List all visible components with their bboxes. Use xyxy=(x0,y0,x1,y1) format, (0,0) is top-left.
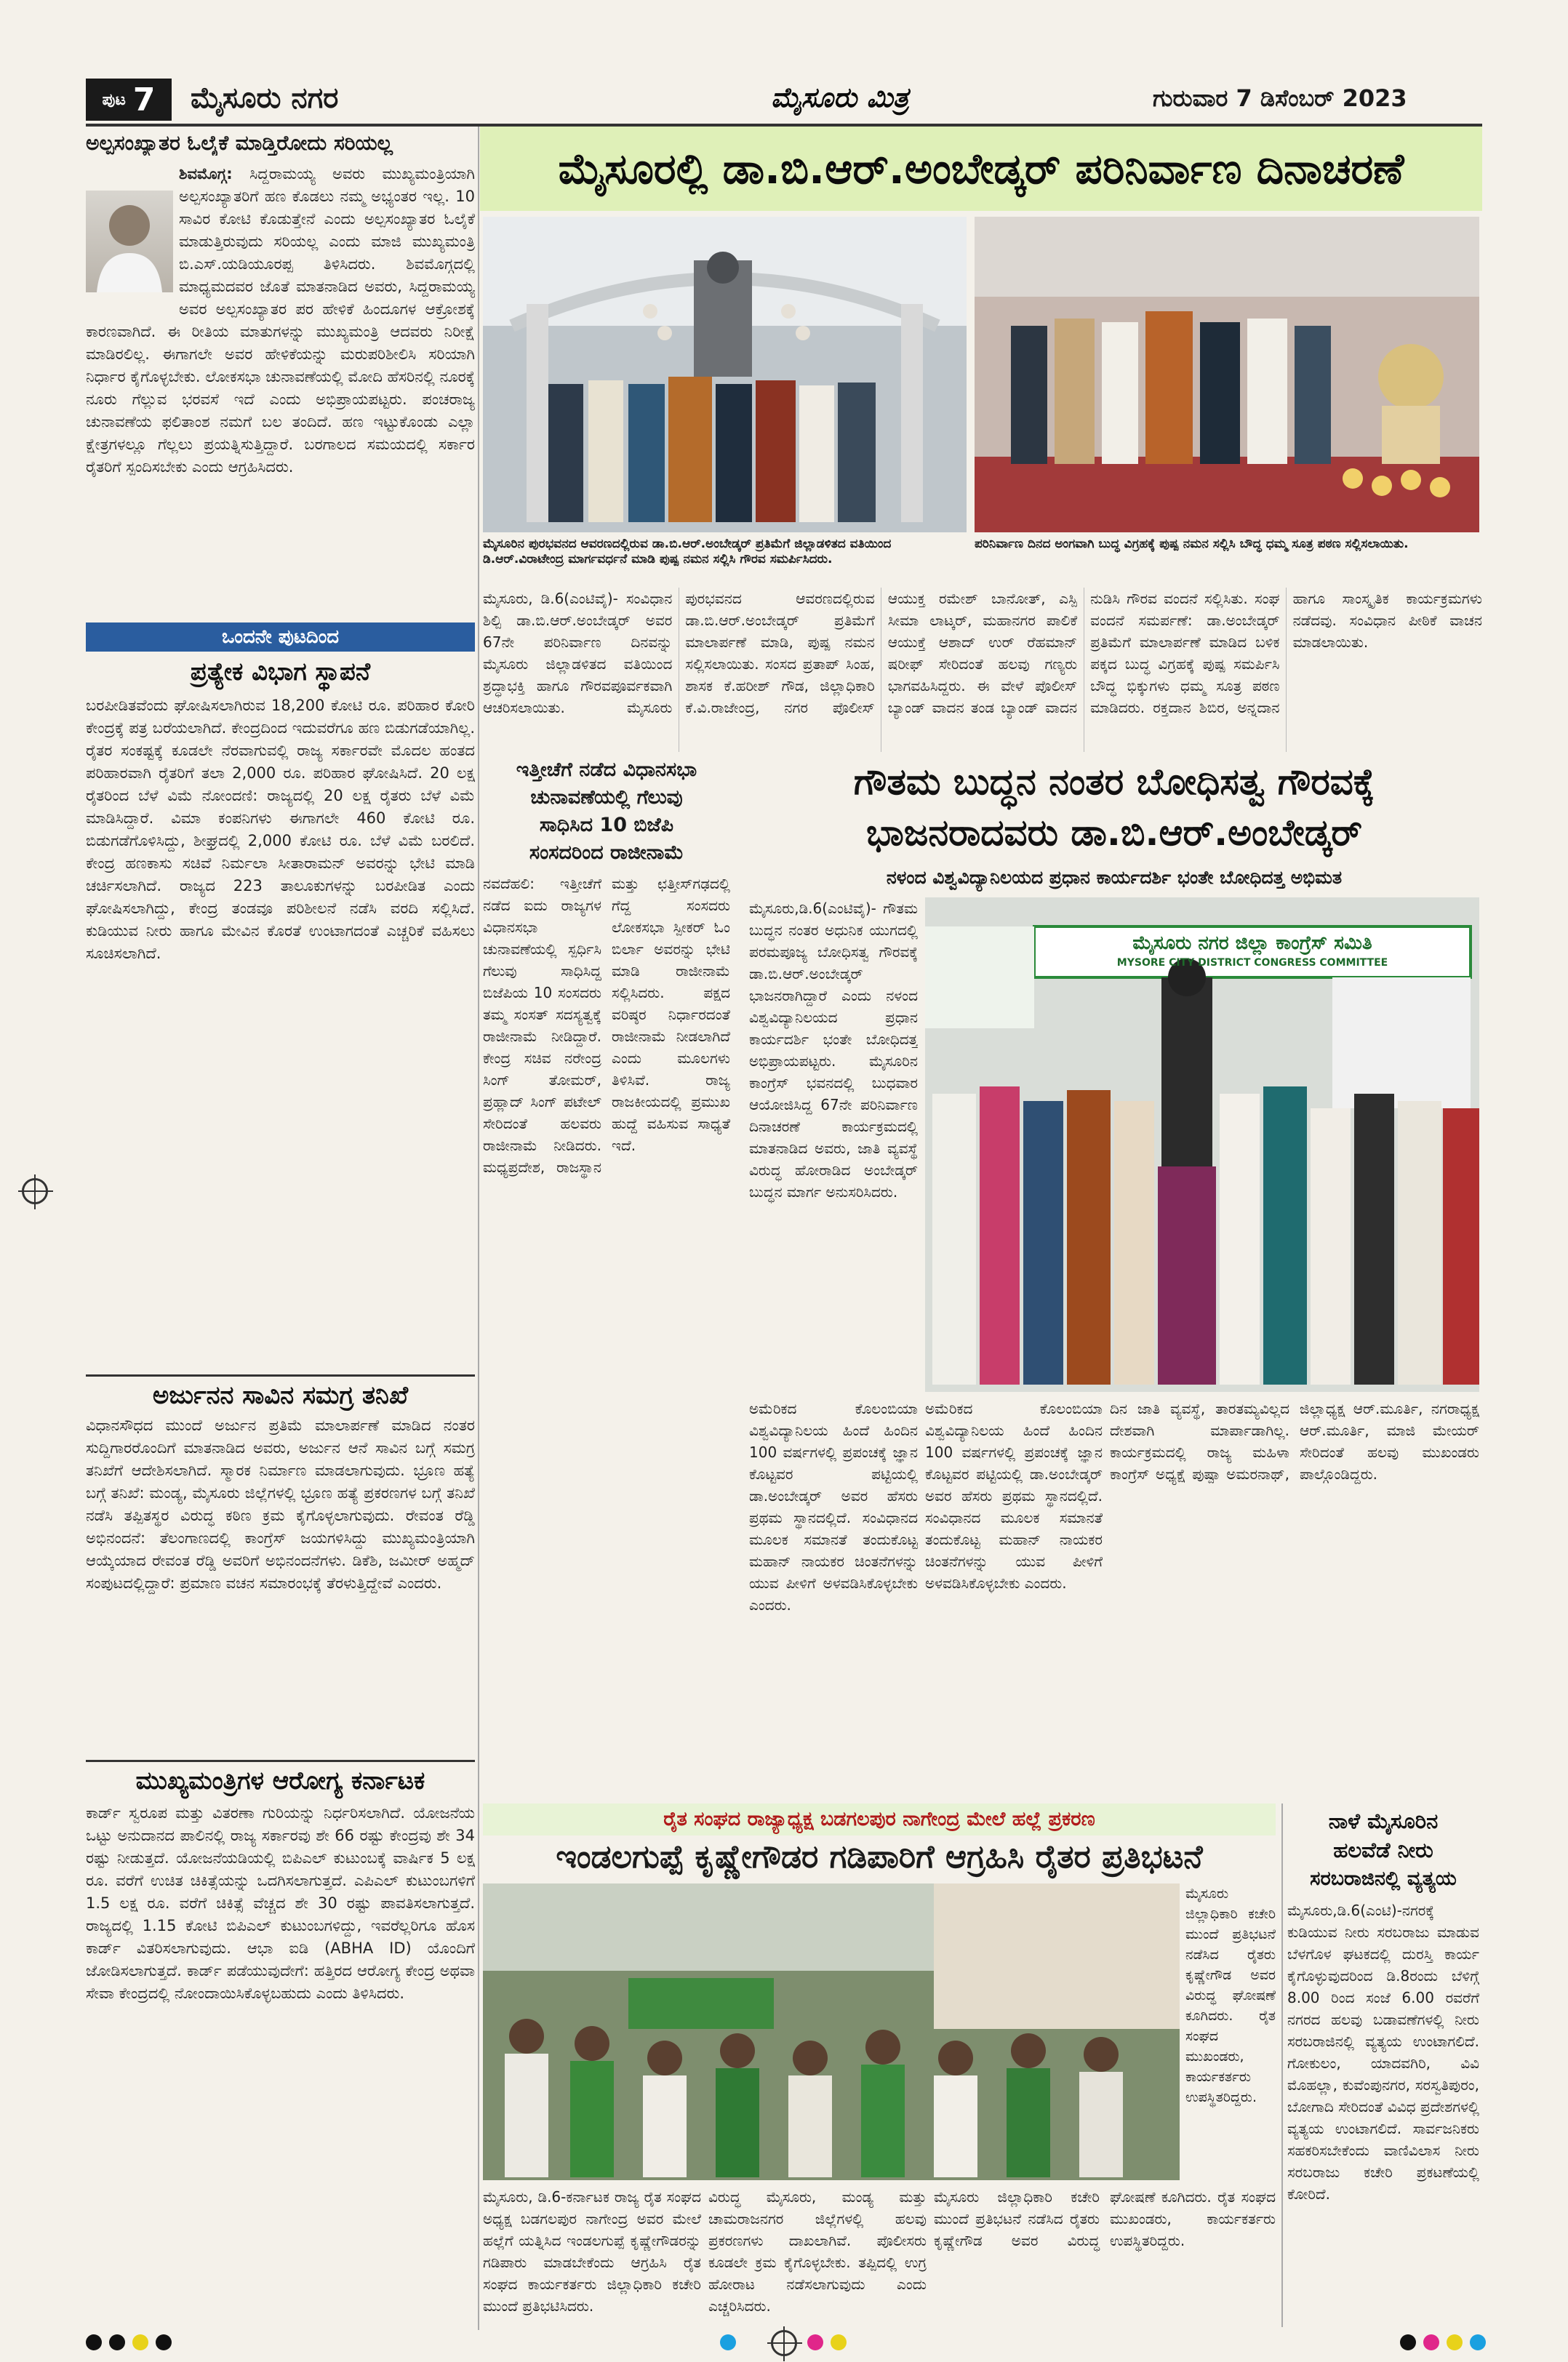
congress-banner-text: ಮೈಸೂರು ನಗರ ಜಿಲ್ಲಾ ಕಾಂಗ್ರೆಸ್ ಸಮಿತಿ xyxy=(1132,932,1372,954)
color-dot-c1 xyxy=(109,2334,125,2350)
farmers-body-c2: ಮೈಸೂರು ಜಿಲ್ಲಾಧಿಕಾರಿ ಕಚೇರಿ ಮುಂದೆ ಪ್ರತಿಭಟನೆ ನಡೆಸಿದ ರೈತರು ಕೃಷ್ಣೇಗೌಡ ಅವರ ವಿರುದ್ಧ ಘೋಷಣೆ ಕೂಗಿದರು. ರೈತ ಸಂಘದ ಮುಖಂಡರು, ಕಾರ್ಯಕರ್ತರು ಉಪಸ್ಥಿತರಿದ್ದರು. xyxy=(934,2188,1276,2249)
farmers-body-c: ಮೈಸೂರು ಜಿಲ್ಲಾಧಿಕಾರಿ ಕಚೇರಿ ಮುಂದೆ ಪ್ರತಿಭಟನೆ ನಡೆಸಿದ ರೈತರು ಕೃಷ್ಣೇಗೌಡ ಅವರ ವಿರುದ್ಧ ಘೋಷಣೆ ಕೂಗಿದರು. ರೈತ ಸಂಘದ ಮುಖಂಡರು, ಕಾರ್ಯಕರ್ತರು ಉಪಸ್ಥಿತರಿದ್ದರು. xyxy=(1185,1886,1276,2105)
mid-left-headline-4: ಸಂಸದರಿಂದ ರಾಜೀನಾಮೆ xyxy=(529,841,684,864)
lead-headline-band xyxy=(480,127,1482,211)
left-story2-headline: ಪ್ರತ್ಯೇಕ ವಿಭಾಗ ಸ್ಥಾಪನೆ xyxy=(190,657,371,686)
left-story4-body: ಕಾರ್ಡ್ ಸ್ವರೂಪ ಮತ್ತು ವಿತರಣಾ ಗುರಿಯನ್ನು ನಿರ್ಧರಿಸಲಾಗಿದೆ. ಯೋಜನೆಯ ಒಟ್ಟು ಅನುದಾನದ ಪಾಲಿನಲ್ಲಿ ರಾಜ್ಯ ಸರ್ಕಾರವು ಶೇ 66 ರಷ್ಟು ಕೇಂದ್ರವು ಶೇ 34 ರಷ್ಟು ನೀಡುತ್ತದೆ. ಯೋಜನೆಯಡಿಯಲ್ಲಿ ಬಿಪಿಎಲ್ ಕುಟುಂಬಕ್ಕೆ ವಾರ್ಷಿಕ 5 ಲಕ್ಷ ರೂ. ವರೆಗೆ ಉಚಿತ ಚಿಕಿತ್ಸೆಯನ್ನು ಒದಗಿಸಲಾಗುತ್ತದೆ. ಎಪಿಎಲ್ ಕುಟುಂಬಗಳಿಗೆ 1.5 ಲಕ್ಷ ರೂ. ವರೆಗೆ ಚಿಕಿತ್ಸೆ ವೆಚ್ಚದ ಶೇ 30 ರಷ್ಟು ಪಾವತಿಸಲಾಗುತ್ತದೆ. ರಾಜ್ಯದಲ್ಲಿ 1.15 ಕೋಟಿ ಬಿಪಿಎಲ್ ಕುಟುಂಬಗಳಿದ್ದು, ಇವರೆಲ್ಲರಿಗೂ ಹೊಸ ಕಾರ್ಡ್ ವಿತರಿಸಲಾಗುವುದು. ಆಭಾ ಐಡಿ (ABHA ID) ಯೊಂದಿಗೆ ಜೋಡಿಸಲಾಗುತ್ತದೆ. ಕಾರ್ಡ್ ಪಡೆಯುವುದೇಗೆ: ಹತ್ತಿರದ ಆರೋಗ್ಯ ಕೇಂದ್ರ ಅಥವಾ ಸೇವಾ ಕೇಂದ್ರದಲ್ಲಿ ನೋಂದಾಯಿಸಿಕೊಳ್ಳಬಹುದು ಎಂದು ತಿಳಿಸಿದರು. xyxy=(86,1804,475,2002)
farmers-body-b: ವಿರುದ್ಧ ಮೈಸೂರು, ಮಂಡ್ಯ ಮತ್ತು ಚಾಮರಾಜನಗರ ಜಿಲ್ಲೆಗಳಲ್ಲಿ ಹಲವು ಪ್ರಕರಣಗಳು ದಾಖಲಾಗಿವೆ. ಪೊಲೀಸರು ಕೂಡಲೇ ಕ್ರಮ ಕೈಗೊಳ್ಳಬೇಕು. ತಪ್ಪಿದಲ್ಲಿ ಉಗ್ರ ಹೋರಾಟ ನಡೆಸಲಾಗುವುದು ಎಂದು ಎಚ್ಚರಿಸಿದರು. xyxy=(708,2188,927,2315)
registration-mark-bottom xyxy=(771,2330,797,2356)
water-headline-1: ನಾಳೆ ಮೈಸೂರಿನ xyxy=(1328,1809,1439,1833)
color-dot-m2 xyxy=(807,2334,823,2350)
column-divider-right xyxy=(1281,1803,1283,2327)
masthead: ಮೈಸೂರು ಮಿತ್ರ xyxy=(771,81,909,113)
left-top-headline: ಅಲ್ಪಸಂಖ್ಯಾತರ ಓಲೈಕೆ ಮಾಡ್ತಿರೋದು ಸರಿಯಲ್ಲ xyxy=(86,131,393,155)
column-divider-left xyxy=(478,127,479,2330)
water-headline-2: ಹಲವೆಡೆ ನೀರು xyxy=(1333,1838,1433,1862)
left-story2-body: ಬರಪೀಡಿತವೆಂದು ಘೋಷಿಸಲಾಗಿರುವ 18,200 ಕೋಟಿ ರೂ. ಪರಿಹಾರ ಕೋರಿ ಕೇಂದ್ರಕ್ಕೆ ಪತ್ರ ಬರೆಯಲಾಗಿದೆ. ಕೇಂದ್ರದಿಂದ ಇದುವರೆಗೂ ಹಣ ಬಿಡುಗಡೆಯಾಗಿಲ್ಲ. ರೈತರ ಸಂಕಷ್ಟಕ್ಕೆ ಕೂಡಲೇ ನೆರವಾಗುವಲ್ಲಿ ರಾಜ್ಯ ಸರ್ಕಾರವೇ ಮೊದಲ ಹಂತದ ಪರಿಹಾರವಾಗಿ ರೈತರಿಗೆ ತಲಾ 2,000 ರೂ. ಪರಿಹಾರ ಘೋಷಿಸಿದೆ. 20 ಲಕ್ಷ ರೈತರಿಂದ ಬೆಳೆ ವಿಮೆ ನೋಂದಣಿ: ರಾಜ್ಯದಲ್ಲಿ 20 ಲಕ್ಷ ರೈತರು ಬೆಳೆ ವಿಮೆ ಮಾಡಿಸಿದ್ದಾರೆ. ವಿಮಾ ಕಂಪನಿಗಳು ಈಗಾಗಲೇ 460 ಕೋಟಿ ರೂ. ಬಿಡುಗಡೆಗೊಳಿಸಿದ್ದು, ಶೀಘ್ರದಲ್ಲಿ 2,000 ಕೋಟಿ ರೂ. ಬೆಳೆ ವಿಮೆ ಬರಲಿದೆ. ಕೇಂದ್ರ ಹಣಕಾಸು ಸಚಿವೆ ನಿರ್ಮಲಾ ಸೀತಾರಾಮನ್ ಅವರನ್ನು ಭೇಟಿ ಮಾಡಿ ಚರ್ಚಿಸಲಾಗಿದೆ. ರಾಜ್ಯದ 223 ತಾಲೂಕುಗಳನ್ನು ಬರಪೀಡಿತ ಎಂದು ಘೋಷಿಸಲಾಗಿದ್ದು, ಕೇಂದ್ರ ತಂಡವೂ ಪರಿಶೀಲನೆ ನಡೆಸಿ ವರದಿ ಸಲ್ಲಿಸಿದೆ. ಕುಡಿಯುವ ನೀರು ಹಾಗೂ ಮೇವಿನ ಕೊರತೆ ಉಂಟಾಗದಂತೆ ಎಚ್ಚರಿಕೆ ವಹಿಸಲು ಸೂಚಿಸಲಾಗಿದೆ. xyxy=(86,697,475,962)
color-dot-y1 xyxy=(156,2334,172,2350)
issue-date: ಗುರುವಾರ 7 ಡಿಸೆಂಬರ್ 2023 xyxy=(1153,84,1407,112)
lead-caption-left: ಮೈಸೂರಿನ ಪುರಭವನದ ಆವರಣದಲ್ಲಿರುವ ಡಾ.ಬಿ.ಆರ್.ಅಂಬೇಡ್ಕರ್ ಪ್ರತಿಮೆಗೆ ಜಿಲ್ಲಾಡಳಿತದ ವತಿಯಿಂದ ಡಿ.ಆರ್.ವಿರಾಟೇಂದ್ರ ಮಾರ್ಗವರ್ಧನೆ ಮಾಡಿ ಪುಷ್ಪ ನಮನ ಸಲ್ಲಿಸಿ ಗೌರವ ಸಮರ್ಪಿಸಿದರು. xyxy=(483,537,892,567)
congress-banner-en: MYSORE CITY DISTRICT CONGRESS COMMITTEE xyxy=(1116,957,1388,969)
lead-headline: ಮೈಸೂರಲ್ಲಿ ಡಾ.ಬಿ.ಆರ್.ಅಂಬೇಡ್ಕರ್ ಪರಿನಿರ್ವಾಣ ದಿನಾಚರಣೆ xyxy=(558,143,1404,193)
mid-left-headline-2: ಚುನಾವಣೆಯಲ್ಲಿ ಗೆಲುವು xyxy=(530,786,683,809)
mid-left-headline xyxy=(483,756,730,867)
left-top-body xyxy=(86,163,475,614)
protest-scene xyxy=(483,1883,1180,2180)
buddha-headline xyxy=(749,756,1479,858)
color-dot-m3 xyxy=(1423,2334,1439,2350)
buddha-body-mid: ಅಮೆರಿಕದ ಕೊಲಂಬಿಯಾ ವಿಶ್ವವಿದ್ಯಾನಿಲಯ ಹಿಂದೆ ಹಿಂದಿನ 100 ವರ್ಷಗಳಲ್ಲಿ ಪ್ರಪಂಚಕ್ಕೆ ಜ್ಞಾನ ಕೊಟ್ಟವರ ಪಟ್ಟಿಯಲ್ಲಿ ಡಾ.ಅಂಬೇಡ್ಕರ್ ಅವರ ಹೆಸರು ಪ್ರಥಮ ಸ್ಥಾನದಲ್ಲಿದೆ. ಸಂವಿಧಾನದ ಮೂಲಕ ಸಮಾನತೆ ತಂದುಕೊಟ್ಟ ಮಹಾನ್ ನಾಯಕರ ಚಿಂತನೆಗಳನ್ನು ಯುವ ಪೀಳಿಗೆ ಅಳವಡಿಸಿಕೊಳ್ಳಬೇಕು ಎಂದರು. xyxy=(925,1400,1103,1592)
page-label: ಪುಟ xyxy=(102,90,126,109)
farmers-kicker: ರೈತ ಸಂಘದ ರಾಜ್ಯಾಧ್ಯಕ್ಷ ಬಡಗಲಪುರ ನಾಗೇಂದ್ರ ಮೇಲೆ ಹಲ್ಲೆ ಪ್ರಕರಣ xyxy=(663,1808,1095,1830)
left-story4-headline: ಮುಖ್ಯಮಂತ್ರಿಗಳ ಆರೋಗ್ಯ ಕರ್ನಾಟಕ xyxy=(86,1760,475,1795)
buddha-body-left-cont: ಅಮೆರಿಕದ ಕೊಲಂಬಿಯಾ ವಿಶ್ವವಿದ್ಯಾನಿಲಯ ಹಿಂದೆ ಹಿಂದಿನ 100 ವರ್ಷಗಳಲ್ಲಿ ಪ್ರಪಂಚಕ್ಕೆ ಜ್ಞಾನ ಕೊಟ್ಟವರ ಪಟ್ಟಿಯಲ್ಲಿ ಡಾ.ಅಂಬೇಡ್ಕರ್ ಅವರ ಹೆಸರು ಪ್ರಥಮ ಸ್ಥಾನದಲ್ಲಿದೆ. ಸಂವಿಧಾನದ ಮೂಲಕ ಸಮಾನತೆ ತಂದುಕೊಟ್ಟ ಮಹಾನ್ ನಾಯಕರ ಚಿಂತನೆಗಳನ್ನು ಯುವ ಪೀಳಿಗೆ ಅಳವಡಿಸಿಕೊಳ್ಳಬೇಕು ಎಂದರು. xyxy=(749,1400,918,1614)
left-top-text: ಸಿದ್ದರಾಮಯ್ಯ ಅವರು ಮುಖ್ಯಮಂತ್ರಿಯಾಗಿ ಅಲ್ಪಸಂಖ್ಯಾತರಿಗೆ ಹಣ ಕೊಡಲು ನಮ್ಮ ಅಭ್ಯಂತರ ಇಲ್ಲ. 10 ಸಾವಿರ ಕೋಟಿ ಕೊಡುತ್ತೇನೆ ಎಂದು ಅಲ್ಪಸಂಖ್ಯಾತರ ಓಲೈಕೆ ಮಾಡುತ್ತಿರುವುದು ಸರಿಯಲ್ಲ ಎಂದು ಮಾಜಿ ಮುಖ್ಯಮಂತ್ರಿ ಬಿ.ಎಸ್.ಯಡಿಯೂರಪ್ಪ ತಿಳಿಸಿದರು. ಶಿವಮೊಗ್ಗದಲ್ಲಿ ಮಾಧ್ಯಮದವರ ಜೊತೆ ಮಾತನಾಡಿದ ಅವರು, ಸಿದ್ದರಾಮಯ್ಯ ಅವರ ಅಲ್ಪಸಂಖ್ಯಾತರ ಪರ ಹೇಳಿಕೆ ಹಿಂದೂಗಳ ಆಕ್ರೋಶಕ್ಕೆ ಕಾರಣವಾಗಿದೆ. ಈ ರೀತಿಯ ಮಾತುಗಳನ್ನು ಮುಖ್ಯಮಂತ್ರಿ ಆದವರು ನಿರೀಕ್ಷೆ ಮಾಡಿರಲಿಲ್ಲ. ಈಗಾಗಲೇ ಅವರ ಹೇಳಿಕೆಯನ್ನು ಮರುಪರಿಶೀಲಿಸಿ ಸರಿಯಾಗಿ ನಿರ್ಧಾರ ಕೈಗೊಳ್ಳಬೇಕು. ಲೋಕಸಭಾ ಚುನಾವಣೆಯಲ್ಲಿ ಮೋದಿ ಹೆಸರಿನಲ್ಲಿ ನೂರಕ್ಕೆ ನೂರು ಗೆಲ್ಲುವ ಭರವಸೆ ಇದೆ ಎಂದು ಅಭಿಪ್ರಾಯಪಟ್ಟರು. ಪಂಚರಾಜ್ಯ ಚುನಾವಣೆಯ ಫಲಿತಾಂಶ ನಮಗೆ ಬಲ ತಂದಿದೆ. ಹಣ ಇಟ್ಟುಕೊಂಡು ಎಲ್ಲಾ ಕ್ಷೇತ್ರಗಳಲ್ಲೂ ಗೆಲ್ಲಲು ಪ್ರಯತ್ನಿಸುತ್ತಿದ್ದಾರೆ. ಬರಗಾಲದ ಸಮಯದಲ್ಲಿ ಸರ್ಕಾರ ರೈತರಿಗೆ ಸ್ಪಂದಿಸಬೇಕು ಎಂದು ಆಗ್ರಹಿಸಿದರು. xyxy=(86,165,475,476)
buddha-worship-scene xyxy=(975,217,1479,532)
mid-left-headline-1: ಇತ್ತೀಚೆಗೆ ನಡೆದ ವಿಧಾನಸಭಾ xyxy=(516,758,697,781)
lead-body: ಮೈಸೂರು, ಡಿ.6(ಎಂಟಿವೈ)- ಸಂವಿಧಾನ ಶಿಲ್ಪಿ ಡಾ.ಬಿ.ಆರ್.ಅಂಬೇಡ್ಕರ್ ಅವರ 67ನೇ ಪರಿನಿರ್ವಾಣ ದಿನವನ್ನು ಮೈಸೂರು ಜಿಲ್ಲಾಡಳಿತದ ವತಿಯಿಂದ ಶ್ರದ್ಧಾಭಕ್ತಿ ಹಾಗೂ ಗೌರವಪೂರ್ವಕವಾಗಿ ಆಚರಿಸಲಾಯಿತು. ಮೈಸೂರು ಪುರಭವನದ ಆವರಣದಲ್ಲಿರುವ ಡಾ.ಬಿ.ಆರ್.ಅಂಬೇಡ್ಕರ್ ಪ್ರತಿಮೆಗೆ ಮಾಲಾರ್ಪಣೆ ಮಾಡಿ, ಪುಷ್ಪ ನಮನ ಸಲ್ಲಿಸಲಾಯಿತು. ಸಂಸದ ಪ್ರತಾಪ್ ಸಿಂಹ, ಶಾಸಕ ಕೆ.ಹರೀಶ್ ಗೌಡ, ಜಿಲ್ಲಾಧಿಕಾರಿ ಕೆ.ವಿ.ರಾಜೇಂದ್ರ, ನಗರ ಪೊಲೀಸ್ ಆಯುಕ್ತ ರಮೇಶ್ ಬಾನೋತ್, ಎಸ್ಪಿ ಸೀಮಾ ಲಾಟ್ಕರ್, ಮಹಾನಗರ ಪಾಲಿಕೆ ಆಯುಕ್ತೆ ಆಶಾದ್ ಉರ್ ರೆಹಮಾನ್ ಷರೀಫ್ ಸೇರಿದಂತೆ ಹಲವು ಗಣ್ಯರು ಭಾಗವಹಿಸಿದ್ದರು. ಈ ವೇಳೆ ಪೊಲೀಸ್ ಬ್ಯಾಂಡ್ ವಾದನ ತಂಡ ಬ್ಯಾಂಡ್ ವಾದನ ನುಡಿಸಿ ಗೌರವ ವಂದನೆ ಸಲ್ಲಿಸಿತು. ಸಂಘ ವಂದನೆ ಸಮರ್ಪಣೆ: ಡಾ.ಅಂಬೇಡ್ಕರ್ ಪ್ರತಿಮೆಗೆ ಮಾಲಾರ್ಪಣೆ ಮಾಡಿದ ಬಳಿಕ ಪಕ್ಕದ ಬುದ್ಧ ವಿಗ್ರಹಕ್ಕೆ ಪುಷ್ಪ ಸಮರ್ಪಿಸಿ ಬೌದ್ಧ ಭಿಕ್ಕುಗಳು ಧಮ್ಮ ಸೂತ್ರ ಪಠಣ ಮಾಡಿದರು. ರಕ್ತದಾನ ಶಿಬಿರ, ಅನ್ನದಾನ ಹಾಗೂ ಸಾಂಸ್ಕೃತಿಕ ಕಾರ್ಯಕ್ರಮಗಳು ನಡೆದವು. ಸಂವಿಧಾನ ಪೀಠಿಕೆ ವಾಚನ ಮಾಡಲಾಯಿತು. xyxy=(483,590,1482,716)
ambedkar-statue-photo xyxy=(483,217,967,532)
water-body: ಮೈಸೂರು,ಡಿ.6(ಎಂಟಿ)-ನಗರಕ್ಕೆ ಕುಡಿಯುವ ನೀರು ಸರಬರಾಜು ಮಾಡುವ ಬೆಳಗೊಳ ಘಟಕದಲ್ಲಿ ದುರಸ್ತಿ ಕಾರ್ಯ ಕೈಗೊಳ್ಳುವುದರಿಂದ ಡಿ.8ರಂದು ಬೆಳಿಗ್ಗೆ 8.00 ರಿಂದ ಸಂಜೆ 6.00 ರವರೆಗೆ ನಗರದ ಹಲವು ಬಡಾವಣೆಗಳಲ್ಲಿ ನೀರು ಸರಬರಾಜಿನಲ್ಲಿ ವ್ಯತ್ಯಯ ಉಂಟಾಗಲಿದೆ. ಗೋಕುಲಂ, ಯಾದವಗಿರಿ, ವಿವಿ ಮೊಹಲ್ಲಾ, ಕುವೆಂಪುನಗರ, ಸರಸ್ವತಿಪುರಂ, ಬೋಗಾದಿ ಸೇರಿದಂತೆ ವಿವಿಧ ಪ್ರದೇಶಗಳಲ್ಲಿ ವ್ಯತ್ಯಯ ಉಂಟಾಗಲಿದೆ. ಸಾರ್ವಜನಿಕರು ಸಹಕರಿಸಬೇಕೆಂದು ವಾಣಿವಿಲಾಸ ನೀರು ಸರಬರಾಜು ಕಚೇರಿ ಪ್ರಕಟಣೆಯಲ್ಲಿ ಕೋರಿದೆ. xyxy=(1287,1902,1479,2203)
from-page-one-band: ಒಂದನೇ ಪುಟದಿಂದ xyxy=(86,622,475,652)
buddha-idol-photo xyxy=(975,217,1479,532)
mid-left-headline-3: ಸಾಧಿಸಿದ 10 ಬಿಜೆಪಿ xyxy=(539,814,674,836)
water-headline xyxy=(1287,1806,1479,1894)
buddha-subhead: ನಳಂದ ವಿಶ್ವವಿದ್ಯಾನಿಲಯದ ಪ್ರಧಾನ ಕಾರ್ಯದರ್ಶಿ ಭಂತೇ ಬೋಧಿದತ್ತ ಅಭಿಮತ xyxy=(886,867,1343,888)
color-dot-k1 xyxy=(86,2334,102,2350)
page-number: 7 xyxy=(132,81,156,119)
mid-left-body: ನವದೆಹಲಿ: ಇತ್ತೀಚೆಗೆ ನಡೆದ ಐದು ರಾಜ್ಯಗಳ ವಿಧಾನಸಭಾ ಚುನಾವಣೆಯಲ್ಲಿ ಸ್ಪರ್ಧಿಸಿ ಗೆಲುವು ಸಾಧಿಸಿದ್ದ ಬಿಜೆಪಿಯ 10 ಸಂಸದರು ತಮ್ಮ ಸಂಸತ್ ಸದಸ್ಯತ್ವಕ್ಕೆ ರಾಜೀನಾಮೆ ನೀಡಿದ್ದಾರೆ. ಕೇಂದ್ರ ಸಚಿವ ನರೇಂದ್ರ ಸಿಂಗ್ ತೋಮರ್, ಪ್ರಹ್ಲಾದ್ ಸಿಂಗ್ ಪಟೇಲ್ ಸೇರಿದಂತೆ ಹಲವರು ರಾಜೀನಾಮೆ ನೀಡಿದರು. ಮಧ್ಯಪ್ರದೇಶ, ರಾಜಸ್ಥಾನ ಮತ್ತು ಛತ್ತೀಸ್‌ಗಢದಲ್ಲಿ ಗೆದ್ದ ಸಂಸದರು ಲೋಕಸಭಾ ಸ್ಪೀಕರ್ ಓಂ ಬಿರ್ಲಾ ಅವರನ್ನು ಭೇಟಿ ಮಾಡಿ ರಾಜೀನಾಮೆ ಸಲ್ಲಿಸಿದರು. ಪಕ್ಷದ ವರಿಷ್ಠರ ನಿರ್ಧಾರದಂತೆ ರಾಜೀನಾಮೆ ನೀಡಲಾಗಿದೆ ಎಂದು ಮೂಲಗಳು ತಿಳಿಸಿವೆ. ರಾಜ್ಯ ರಾಜಕೀಯದಲ್ಲಿ ಪ್ರಮುಖ ಹುದ್ದೆ ವಹಿಸುವ ಸಾಧ್ಯತೆ ಇದೆ. xyxy=(483,875,730,1176)
lead-caption-right: ಪರಿನಿರ್ವಾಣ ದಿನದ ಅಂಗವಾಗಿ ಬುದ್ಧ ವಿಗ್ರಹಕ್ಕೆ ಪುಷ್ಪ ನಮನ ಸಲ್ಲಿಸಿ ಬೌದ್ಧ ಧಮ್ಮ ಸೂತ್ರ ಪಠಣ ಸಲ್ಲಿಸಲಾಯಿತು. xyxy=(975,537,1409,551)
farmers-body-a: ಮೈಸೂರು, ಡಿ.6-ಕರ್ನಾಟಕ ರಾಜ್ಯ ರೈತ ಸಂಘದ ಅಧ್ಯಕ್ಷ ಬಡಗಲಪುರ ನಾಗೇಂದ್ರ ಅವರ ಮೇಲೆ ಹಲ್ಲೆಗೆ ಯತ್ನಿಸಿದ ಇಂಡಲಗುಪ್ಪೆ ಕೃಷ್ಣೇಗೌಡರನ್ನು ಗಡಿಪಾರು ಮಾಡಬೇಕೆಂದು ಆಗ್ರಹಿಸಿ ರೈತ ಸಂಘದ ಕಾರ್ಯಕರ್ತರು ಜಿಲ್ಲಾಧಿಕಾರಿ ಕಚೇರಿ ಮುಂದೆ ಪ್ರತಿಭಟಿಸಿದರು. xyxy=(483,2188,701,2315)
color-dot-y2 xyxy=(831,2334,847,2350)
color-dot-k3 xyxy=(1400,2334,1416,2350)
left-story3-headline: ಅರ್ಜುನನ ಸಾವಿನ ಸಮಗ್ರ ತನಿಖೆ xyxy=(86,1374,475,1410)
registration-mark-left xyxy=(22,1178,48,1204)
left-story3-body: ವಿಧಾನಸೌಧದ ಮುಂದೆ ಅರ್ಜುನ ಪ್ರತಿಮೆ ಮಾಲಾರ್ಪಣೆ ಮಾಡಿದ ನಂತರ ಸುದ್ದಿಗಾರರೊಂದಿಗೆ ಮಾತನಾಡಿದ ಅವರು, ಅರ್ಜುನ ಆನೆ ಸಾವಿನ ಬಗ್ಗೆ ಸಮಗ್ರ ತನಿಖೆಗೆ ಆದೇಶಿಸಲಾಗಿದೆ. ಸ್ಮಾರಕ ನಿರ್ಮಾಣ ಮಾಡಲಾಗುವುದು. ಭ್ರೂಣ ಹತ್ಯೆ ಬಗ್ಗೆ ತನಿಖೆ: ಮಂಡ್ಯ, ಮೈಸೂರು ಜಿಲ್ಲೆಗಳಲ್ಲಿ ಭ್ರೂಣ ಹತ್ಯೆ ಪ್ರಕರಣಗಳ ಬಗ್ಗೆ ತನಿಖೆ ನಡೆಸಿ ತಪ್ಪಿತಸ್ಥರ ವಿರುದ್ಧ ಕಠಿಣ ಕ್ರಮ ಕೈಗೊಳ್ಳಲಾಗುವುದು. ರೇವಂತ ರೆಡ್ಡಿ ಅಭಿನಂದನೆ: ತೆಲಂಗಾಣದಲ್ಲಿ ಕಾಂಗ್ರೆಸ್ ಜಯಗಳಿಸಿದ್ದು ಮುಖ್ಯಮಂತ್ರಿಯಾಗಿ ಆಯ್ಕೆಯಾದ ರೇವಂತ ರೆಡ್ಡಿ ಅವರಿಗೆ ಅಭಿನಂದನೆಗಳು. ಡಿಕೆಶಿ, ಜಮೀರ್ ಅಹ್ಮದ್ ಸಂಪುಟದಲ್ಲಿದ್ದಾರೆ: ಪ್ರಮಾಣ ವಚನ ಸಮಾರಂಭಕ್ಕೆ ತೆರಳುತ್ತಿದ್ದೇವೆ ಎಂದರು. xyxy=(86,1417,475,1592)
statue-garland-scene xyxy=(483,217,967,532)
section-title: ಮೈಸೂರು ನಗರ xyxy=(191,81,339,115)
buddha-headline-2: ಭಾಜನರಾದವರು ಡಾ.ಬಿ.ಆರ್.ಅಂಬೇಡ್ಕರ್ xyxy=(865,812,1363,854)
page-label-badge xyxy=(86,79,172,121)
buddha-body-right: ದಿನ ಜಾತಿ ವ್ಯವಸ್ಥೆ, ತಾರತಮ್ಯವಿಲ್ಲದ ದೇಶವಾಗಿ ಮಾರ್ಪಾಡಾಗಿಲ್ಲ. ಕಾರ್ಯಕ್ರಮದಲ್ಲಿ ರಾಜ್ಯ ಮಹಿಳಾ ಕಾಂಗ್ರೆಸ್ ಅಧ್ಯಕ್ಷೆ ಪುಷ್ಪಾ ಅಮರನಾಥ್, ಜಿಲ್ಲಾಧ್ಯಕ್ಷ ಆರ್.ಮೂರ್ತಿ, ನಗರಾಧ್ಯಕ್ಷ ಆರ್.ಮೂರ್ತಿ, ಮಾಜಿ ಮೇಯರ್ ಸೇರಿದಂತೆ ಹಲವು ಮುಖಂಡರು ಪಾಲ್ಗೊಂಡಿದ್ದರು. xyxy=(1110,1400,1479,1483)
buddha-headline-1: ಗೌತಮ ಬುದ್ಧನ ನಂತರ ಬೋಧಿಸತ್ವ ಗೌರವಕ್ಕೆ xyxy=(853,761,1375,803)
farmers-kicker-band xyxy=(483,1803,1276,1835)
color-dot-c2 xyxy=(720,2334,736,2350)
farmers-headline: ಇಂಡಲಗುಪ್ಪೆ ಕೃಷ್ಣೇಗೌಡರ ಗಡಿಪಾರಿಗೆ ಆಗ್ರಹಿಸಿ ರೈತರ ಪ್ರತಿಭಟನೆ xyxy=(556,1838,1203,1875)
farmers-protest-photo xyxy=(483,1883,1180,2180)
water-headline-3: ಸರಬರಾಜಿನಲ್ಲಿ ವ್ಯತ್ಯಯ xyxy=(1310,1867,1457,1890)
color-dot-y3 xyxy=(1447,2334,1463,2350)
left-top-byline: ಶಿವಮೊಗ್ಗ: xyxy=(179,165,233,183)
color-dot-m1 xyxy=(132,2334,148,2350)
group-photo-scene xyxy=(925,897,1479,1392)
congress-office-photo xyxy=(925,897,1479,1392)
buddha-body-left: ಮೈಸೂರು,ಡಿ.6(ಎಂಟಿವೈ)- ಗೌತಮ ಬುದ್ಧನ ನಂತರ ಅಧುನಿಕ ಯುಗದಲ್ಲಿ ಪರಮಪೂಜ್ಯ ಬೋಧಿಸತ್ವ ಗೌರವಕ್ಕೆ ಡಾ.ಬಿ.ಆರ್.ಅಂಬೇಡ್ಕರ್ ಭಾಜನರಾಗಿದ್ದಾರೆ ಎಂದು ನಳಂದ ವಿಶ್ವವಿದ್ಯಾನಿಲಯದ ಪ್ರಧಾನ ಕಾರ್ಯದರ್ಶಿ ಭಂತೇ ಬೋಧಿದತ್ತ ಅಭಿಪ್ರಾಯಪಟ್ಟರು. ಮೈಸೂರಿನ ಕಾಂಗ್ರೆಸ್ ಭವನದಲ್ಲಿ ಬುಧವಾರ ಆಯೋಜಿಸಿದ್ದ 67ನೇ ಪರಿನಿರ್ವಾಣ ದಿನಾಚರಣೆ ಕಾರ್ಯಕ್ರಮದಲ್ಲಿ ಮಾತನಾಡಿದ ಅವರು, ಜಾತಿ ವ್ಯವಸ್ಥೆ ವಿರುದ್ಧ ಹೋರಾಡಿದ ಅಂಬೇಡ್ಕರ್ ಬುದ್ಧನ ಮಾರ್ಗ ಅನುಸರಿಸಿದರು. xyxy=(749,900,918,1201)
color-dot-c3 xyxy=(1470,2334,1486,2350)
